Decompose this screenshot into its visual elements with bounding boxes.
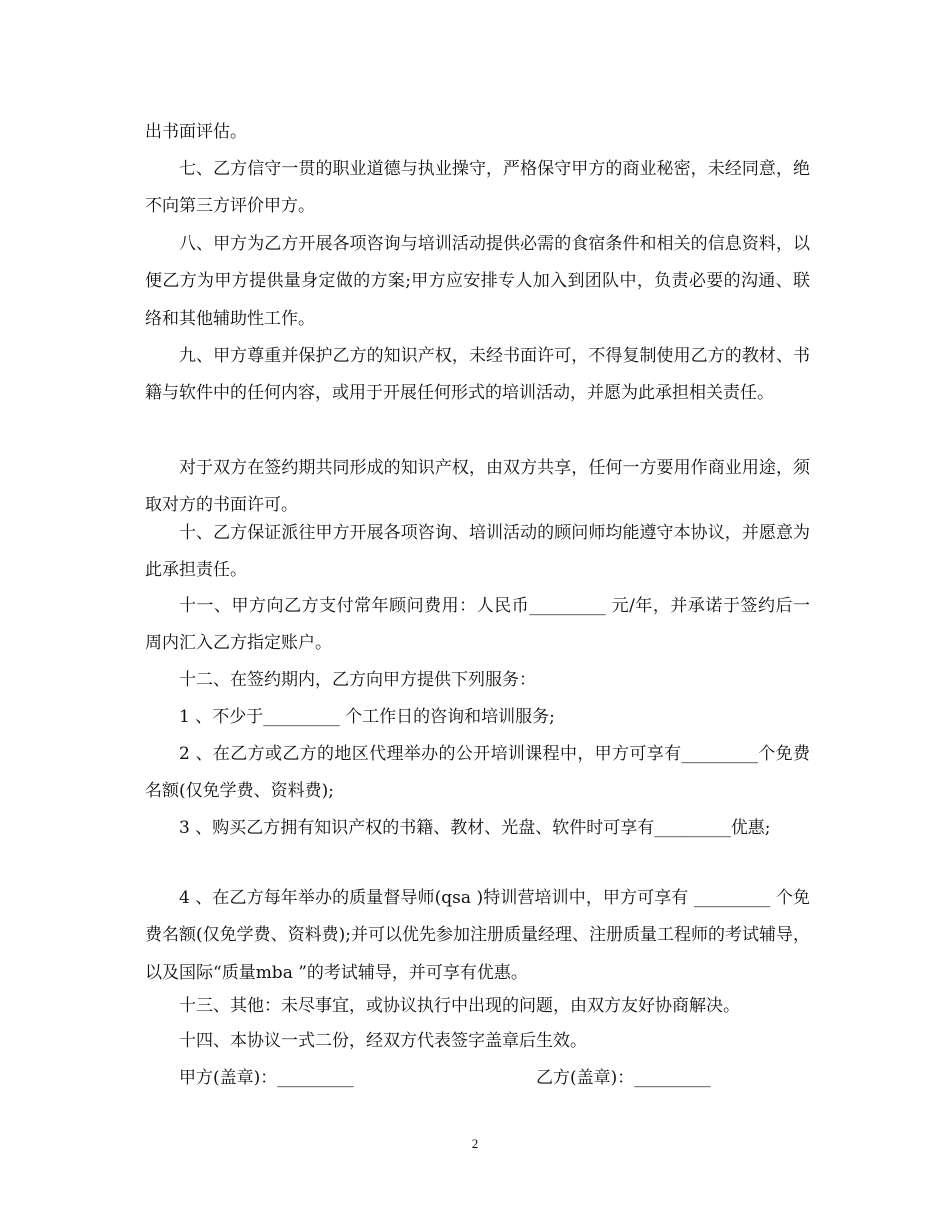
paragraph-continuation: 出书面评估。	[145, 122, 247, 142]
page-number: 2	[471, 1136, 479, 1151]
paragraph-clause-12: 十二、在签约期内，乙方向甲方提供下列服务：	[179, 670, 536, 690]
paragraph-clause-10: 十、乙方保证派往甲方开展各项咨询、培训活动的顾问师均能遵守本协议，并愿意为此承担责任。	[145, 523, 810, 581]
paragraph-ip-shared: 对于双方在签约期共同形成的知识产权，由双方共享，任何一方要用作商业用途，须取对方的书面许可。	[145, 458, 810, 516]
paragraph-service-1: 1 、不少于_________ 个工作日的咨询和培训服务;	[179, 707, 555, 727]
paragraph-clause-8: 八、甲方为乙方开展各项咨询与培训活动提供必需的食宿条件和相关的信息资料，以便乙方为甲方提供量身定做的方案;甲方应安排专人加入到团队中，负责必要的沟通、联络和其他辅助性工作。	[145, 234, 810, 329]
paragraph-service-3: 3 、购买乙方拥有知识产权的书籍、教材、光盘、软件时可享有_________优惠;	[179, 818, 771, 838]
paragraph-clause-11: 十一、甲方向乙方支付常年顾问费用：人民币_________ 元/年，并承诺于签约后一周内汇入乙方指定账户。	[145, 596, 810, 654]
paragraph-service-4: 4 、在乙方每年举办的质量督导师(qsa )特训营培训中，甲方可享有 _________ 个免费名额(仅免学费、资料费);并可以优先参加注册质量经理、注册质量工程师的考试辅导，以及国际“质量mba ”的考试辅导，并可享有优惠。	[145, 888, 810, 983]
paragraph-clause-7: 七、乙方信守一贯的职业道德与执业操守，严格保守甲方的商业秘密，未经同意，绝不向第三方评价甲方。	[145, 159, 810, 217]
paragraph-clause-14: 十四、本协议一式二份，经双方代表签字盖章后生效。	[179, 1031, 587, 1051]
paragraph-clause-9: 九、甲方尊重并保护乙方的知识产权，未经书面许可，不得复制使用乙方的教材、书籍与软件中的任何内容，或用于开展任何形式的培训活动，并愿为此承担相关责任。	[145, 346, 810, 404]
paragraph-service-2: 2 、在乙方或乙方的地区代理举办的公开培训课程中，甲方可享有_________个免费名额(仅免学费、资料费);	[145, 744, 810, 802]
paragraph-clause-13: 十三、其他：未尽事宜，或协议执行中出现的问题，由双方友好协商解决。	[179, 996, 740, 1016]
signature-party-b: 乙方(盖章)：_________	[536, 1068, 711, 1088]
signature-party-a: 甲方(盖章)：_________	[179, 1068, 354, 1088]
